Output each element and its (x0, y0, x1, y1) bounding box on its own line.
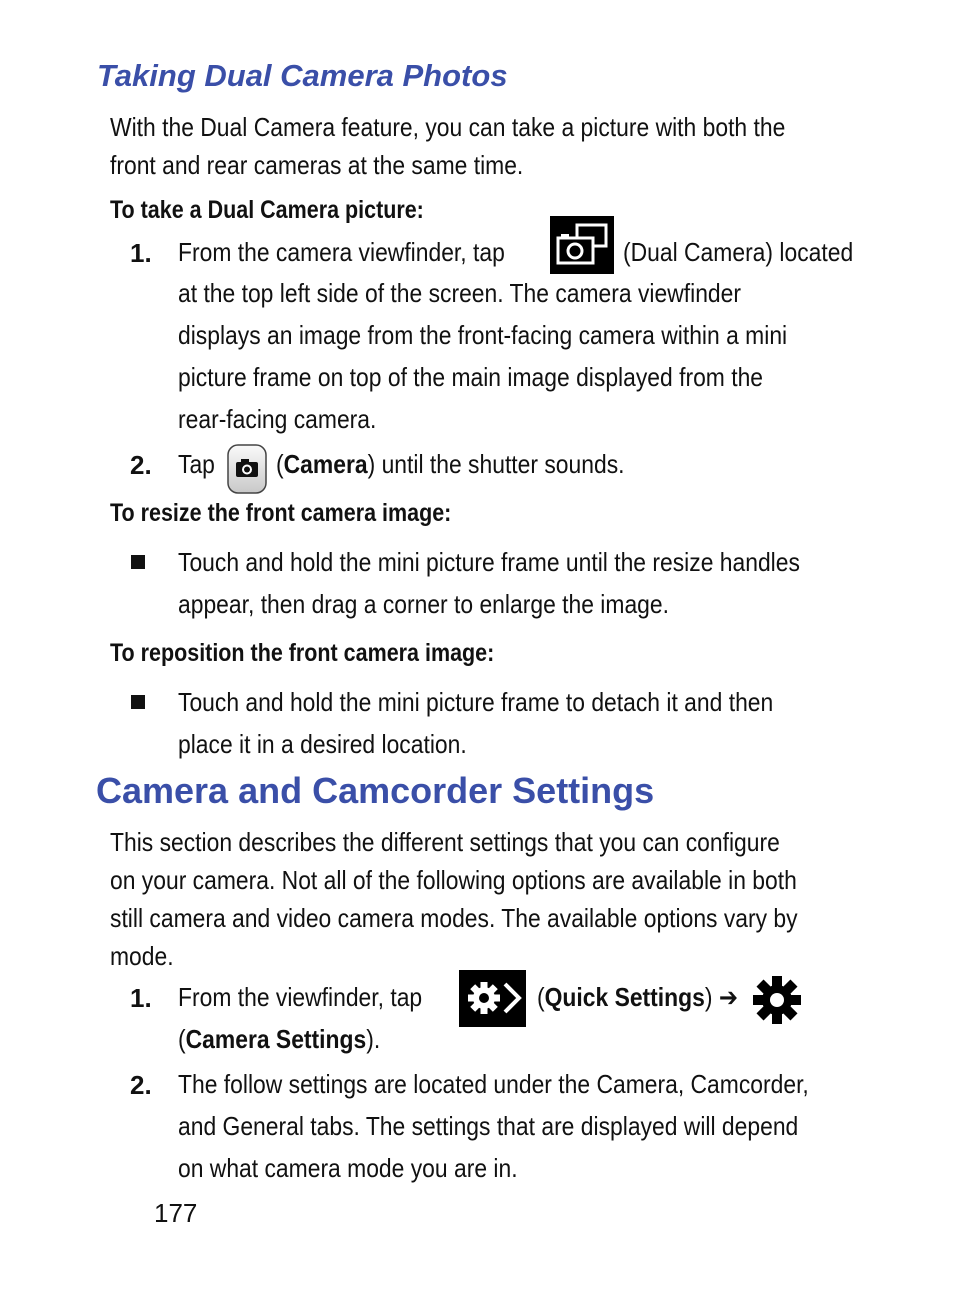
step-line: on what camera mode you are in. (178, 1153, 518, 1183)
section-heading: Camera and Camcorder Settings (96, 770, 655, 811)
intro-line: This section describes the different settings that you can configure (110, 827, 780, 857)
intro-line: mode. (110, 941, 174, 971)
intro-line: still camera and video camera modes. The available options vary by (110, 903, 798, 933)
step-number: 2. (130, 1070, 152, 1100)
step-text-part: ). (366, 1024, 381, 1054)
step-number: 1. (130, 983, 152, 1013)
step-text (537, 976, 748, 1018)
step-text-part: ) until the shutter sounds. (367, 449, 625, 479)
ui-term: Camera (283, 449, 368, 479)
step-text-part: ( (178, 1024, 186, 1054)
camera-shutter-icon (227, 444, 267, 494)
arrow-icon: ➔ (718, 982, 739, 1012)
procedure-label: To reposition the front camera image: (110, 639, 495, 667)
step-line: displays an image from the front-facing camera within a mini (178, 320, 788, 350)
step-text (178, 272, 878, 440)
procedure-label: To take a Dual Camera picture: (110, 196, 424, 224)
bullet-line: place it in a desired location. (178, 729, 467, 759)
step-text (276, 443, 804, 485)
step-number: 1. (130, 238, 152, 268)
bullet-line: Touch and hold the mini picture frame until the resize handles (178, 547, 800, 577)
intro-paragraph (110, 823, 810, 975)
step-text-part: (Dual Camera) located (623, 237, 854, 267)
bullet-text (178, 681, 878, 765)
step-text-part: ( (537, 982, 545, 1012)
step-line: rear-facing camera. (178, 404, 377, 434)
step-line: The follow settings are located under the Camera, Camcorder, (178, 1069, 809, 1099)
page-number: 177 (154, 1198, 198, 1228)
step-text-part: Tap (178, 449, 215, 479)
step-line: at the top left side of the screen. The camera viewfinder (178, 278, 741, 308)
bullet-square (131, 555, 145, 569)
ui-term: Quick Settings (544, 982, 705, 1012)
section-subheading: Taking Dual Camera Photos (97, 58, 508, 93)
bullet-line: appear, then drag a corner to enlarge the image. (178, 589, 669, 619)
step-number: 2. (130, 450, 152, 480)
step-text-part: From the viewfinder, tap (178, 982, 423, 1012)
step-text-part: From the camera viewfinder, tap (178, 237, 505, 267)
step-text (178, 1063, 878, 1189)
intro-line: With the Dual Camera feature, you can take a picture with both the (110, 112, 786, 142)
step-line: and General tabs. The settings that are displayed will depend (178, 1111, 799, 1141)
step-text-part: ( (276, 449, 284, 479)
bullet-line: Touch and hold the mini picture frame to detach it and then (178, 687, 774, 717)
bullet-square (131, 695, 145, 709)
step-text (178, 1018, 878, 1060)
dual-camera-icon (550, 216, 614, 274)
step-line: picture frame on top of the main image displayed from the (178, 362, 764, 392)
step-text-part: ) (704, 982, 713, 1012)
step-text (623, 231, 887, 273)
intro-line: on your camera. Not all of the following options are available in both (110, 865, 797, 895)
intro-paragraph (110, 108, 810, 184)
intro-line: front and rear cameras at the same time. (110, 150, 524, 180)
bullet-text (178, 541, 878, 625)
ui-term: Camera Settings (185, 1024, 367, 1054)
procedure-label: To resize the front camera image: (110, 499, 452, 527)
